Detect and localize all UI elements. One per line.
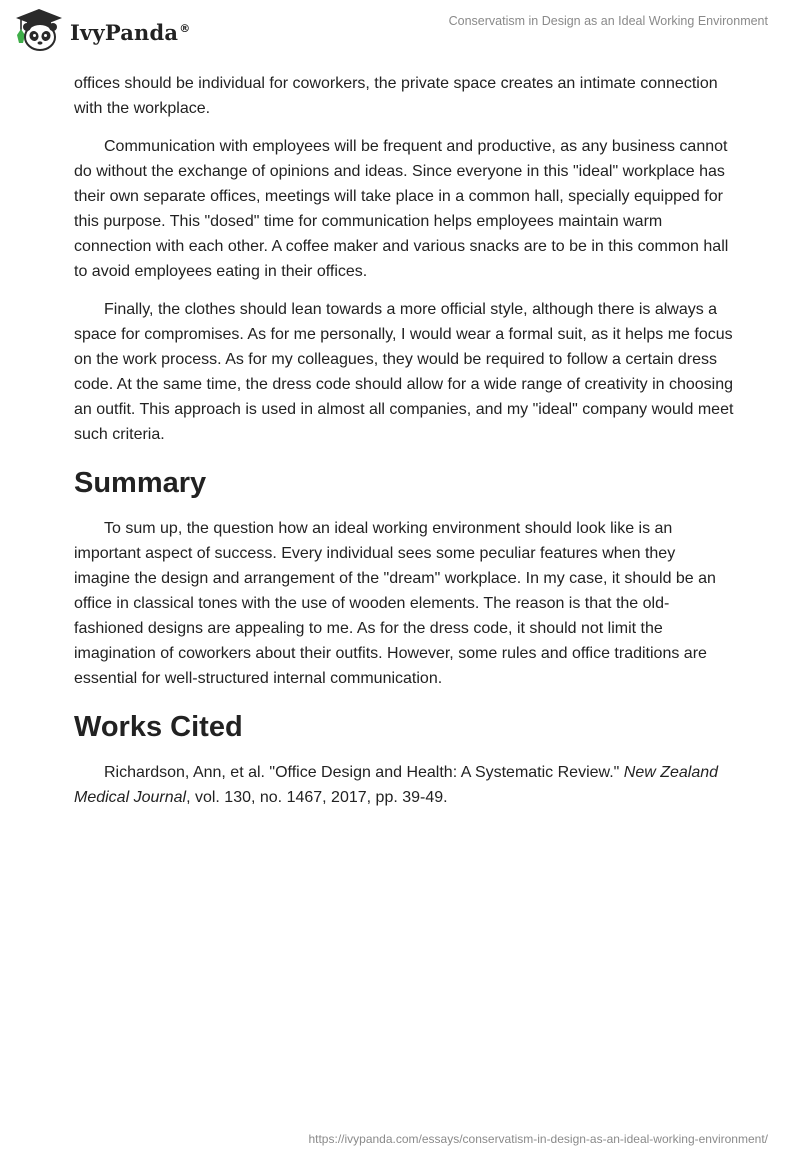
logo-wordmark — [70, 20, 190, 45]
citation-entry — [74, 760, 734, 810]
summary-paragraph: To sum up, the question how an ideal working environment should look like is an important aspect of success. Every individual sees some peculiar features when they imagine the design and arrangement of the "dream" workplace. In my case, it should be an office in classical tones with the use of wooden elements. The reason is that the old-fashioned designs are appealing to me. As for the dress code, it should not limit the imagination of coworkers about their outfits. However, some rules and office traditions are essential for well-structured internal communication. — [74, 520, 716, 687]
logo-registered-mark: ® — [179, 21, 191, 35]
citation-details: , vol. 130, no. 1467, 2017, pp. 39-49. — [186, 789, 448, 806]
logo-text: IvyPanda — [70, 19, 179, 45]
summary-heading: Summary — [74, 467, 207, 499]
paragraph-clothes: Finally, the clothes should lean towards a more official style, although there is always a space for compromises. As for me personally, I would wear a formal suit, as it helps me focus on the work process. As for my colleagues, they would be required to follow a certain dress code. At the same time, the dress code should allow for a wide range of creativity in choosing an outfit. This approach is used in almost all companies, and my "ideal" company would meet such criteria. — [74, 301, 734, 443]
essay-content — [74, 71, 734, 823]
citation-journal: New Zealand Medical Journal — [74, 764, 719, 806]
document-title: Conservatism in Design as an Ideal Working Environment — [448, 14, 768, 28]
works-cited-heading: Works Cited — [74, 711, 243, 743]
page-header — [0, 0, 800, 64]
paragraph-communication: Communication with employees will be frequent and productive, as any business cannot do without the exchange of opinions and ideas. Since everyone in this "ideal" workplace has their own separate offices, meetings will take place in a common hall, specially equipped for this purpose. This "dosed" time for communication helps employees maintain warm connection with each other. A coffee maker and various snacks are to be in this common hall to avoid employees eating in their offices. — [74, 138, 729, 280]
source-url[interactable]: https://ivypanda.com/essays/conservatism-in-design-as-an-ideal-working-environment/ — [308, 1132, 768, 1146]
ivypanda-logo[interactable] — [14, 8, 190, 52]
citation-authors-title: Richardson, Ann, et al. "Office Design and Health: A Systematic Review." — [104, 764, 624, 781]
panda-graduate-icon — [14, 8, 64, 52]
paragraph-continued: offices should be individual for coworkers, the private space creates an intimate connection with the workplace. — [74, 75, 718, 117]
